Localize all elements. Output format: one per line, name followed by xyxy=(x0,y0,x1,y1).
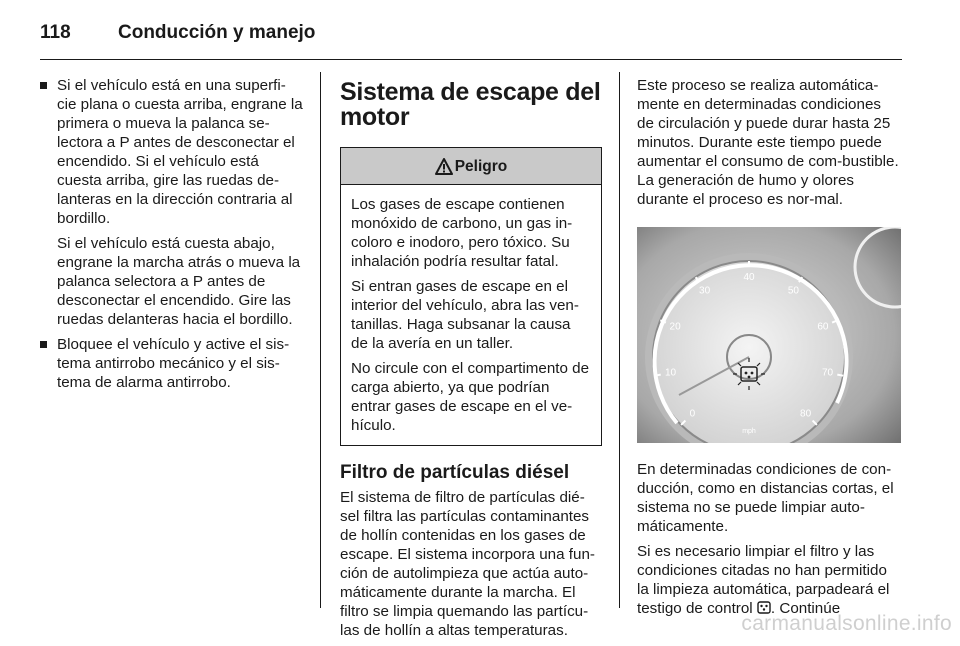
header-rule xyxy=(40,59,902,60)
page-title: Conducción y manejo xyxy=(118,22,316,43)
scale-label: 0 xyxy=(689,408,696,420)
danger-box xyxy=(340,147,602,446)
body-paragraph: Este proceso se realiza automática-mente en determinadas condiciones de circulación y puede durar hasta 25 minutos. Durante este tiempo puede aumentar el consumo de com-bustible. La generación de humo y olores durante el proceso es nor-mal. xyxy=(637,77,899,208)
body-paragraph: El sistema de filtro de partículas dié-sel filtra las partículas contaminantes de hollín contenidas en los gases de escape. El sistema incorpora una fun-ción de autolimpieza que actúa auto-máticamente durante la marcha. El filtro se limpia quemando las partícu-las de hollín a altas temperaturas. xyxy=(340,489,595,639)
para-text-end: . Continúe xyxy=(770,600,841,617)
danger-header xyxy=(341,148,601,185)
right-column xyxy=(637,76,902,624)
scale-tick xyxy=(655,375,661,376)
bullet-text: Si el vehículo está en una superfi-cie plana o cuesta arriba, engrane la primera o mueva la palanca se-lectora a P antes de desconectar el encendido. Si el vehículo está cuesta arriba, gire las ruedas de-lanteras en la dirección contraria al bordillo. xyxy=(57,77,303,227)
scale-label: 20 xyxy=(669,321,681,333)
bullet-text: Bloquee el vehículo y active el sis-tema antirrobo mecánico y el sis-tema de alarma antirrobo. xyxy=(57,336,290,391)
scale-label: 50 xyxy=(787,285,799,297)
speed-unit: mph xyxy=(742,428,756,435)
column-divider-left xyxy=(320,72,321,608)
section-heading: Sistema de escape del motor xyxy=(340,78,601,131)
list-item-continuation: Si el vehículo está cuesta abajo, engrane la marcha atrás o mueva la palanca selectora a P antes de desconectar el encendido. Gire las ruedas delanteras hacia el bordillo. xyxy=(57,235,301,328)
scale-tick xyxy=(837,375,843,376)
scale-label: 60 xyxy=(817,321,829,333)
scale-label: 30 xyxy=(699,285,711,297)
para-text: Si es necesario limpiar el filtro y las condiciones citadas no han permitido la limpieza automática, parpadeará el testigo de control xyxy=(637,543,890,617)
body-paragraph xyxy=(637,542,902,618)
bullet-icon xyxy=(40,341,47,348)
page-number: 118 xyxy=(40,22,71,43)
scale-label: 40 xyxy=(743,272,755,283)
subsection-heading: Filtro de partículas diésel xyxy=(340,462,570,483)
danger-paragraph: Los gases de escape contienen monóxido de carbono, un gas in-coloro e inodoro, pero tóxico. Su inhalación podría resultar fatal. xyxy=(351,196,573,270)
danger-body xyxy=(341,185,601,445)
left-column xyxy=(40,76,304,398)
speedometer-image xyxy=(637,227,901,443)
warning-triangle-icon xyxy=(435,158,453,175)
scale-label: 10 xyxy=(664,367,677,379)
middle-column xyxy=(340,76,602,646)
danger-paragraph: Si entran gases de escape en el interior del vehículo, abra las ven-tanillas. Haga subsanar la causa de la avería en un taller. xyxy=(351,278,579,352)
watermark: carmanualsonline.info xyxy=(741,612,952,635)
list-item xyxy=(40,335,304,392)
column-divider-right xyxy=(619,72,620,608)
scale-label: 80 xyxy=(800,408,812,420)
danger-label: Peligro xyxy=(454,157,508,175)
body-paragraph: En determinadas condiciones de con-ducción, como en distancias cortas, el sistema no se puede limpiar auto-máticamente. xyxy=(637,461,894,535)
scale-label: 70 xyxy=(821,367,834,379)
danger-paragraph: No circule con el compartimento de carga abierto, ya que podrían entrar gases de escape en el ve-hículo. xyxy=(351,360,590,434)
bullet-icon xyxy=(40,82,47,89)
list-item xyxy=(40,76,304,228)
